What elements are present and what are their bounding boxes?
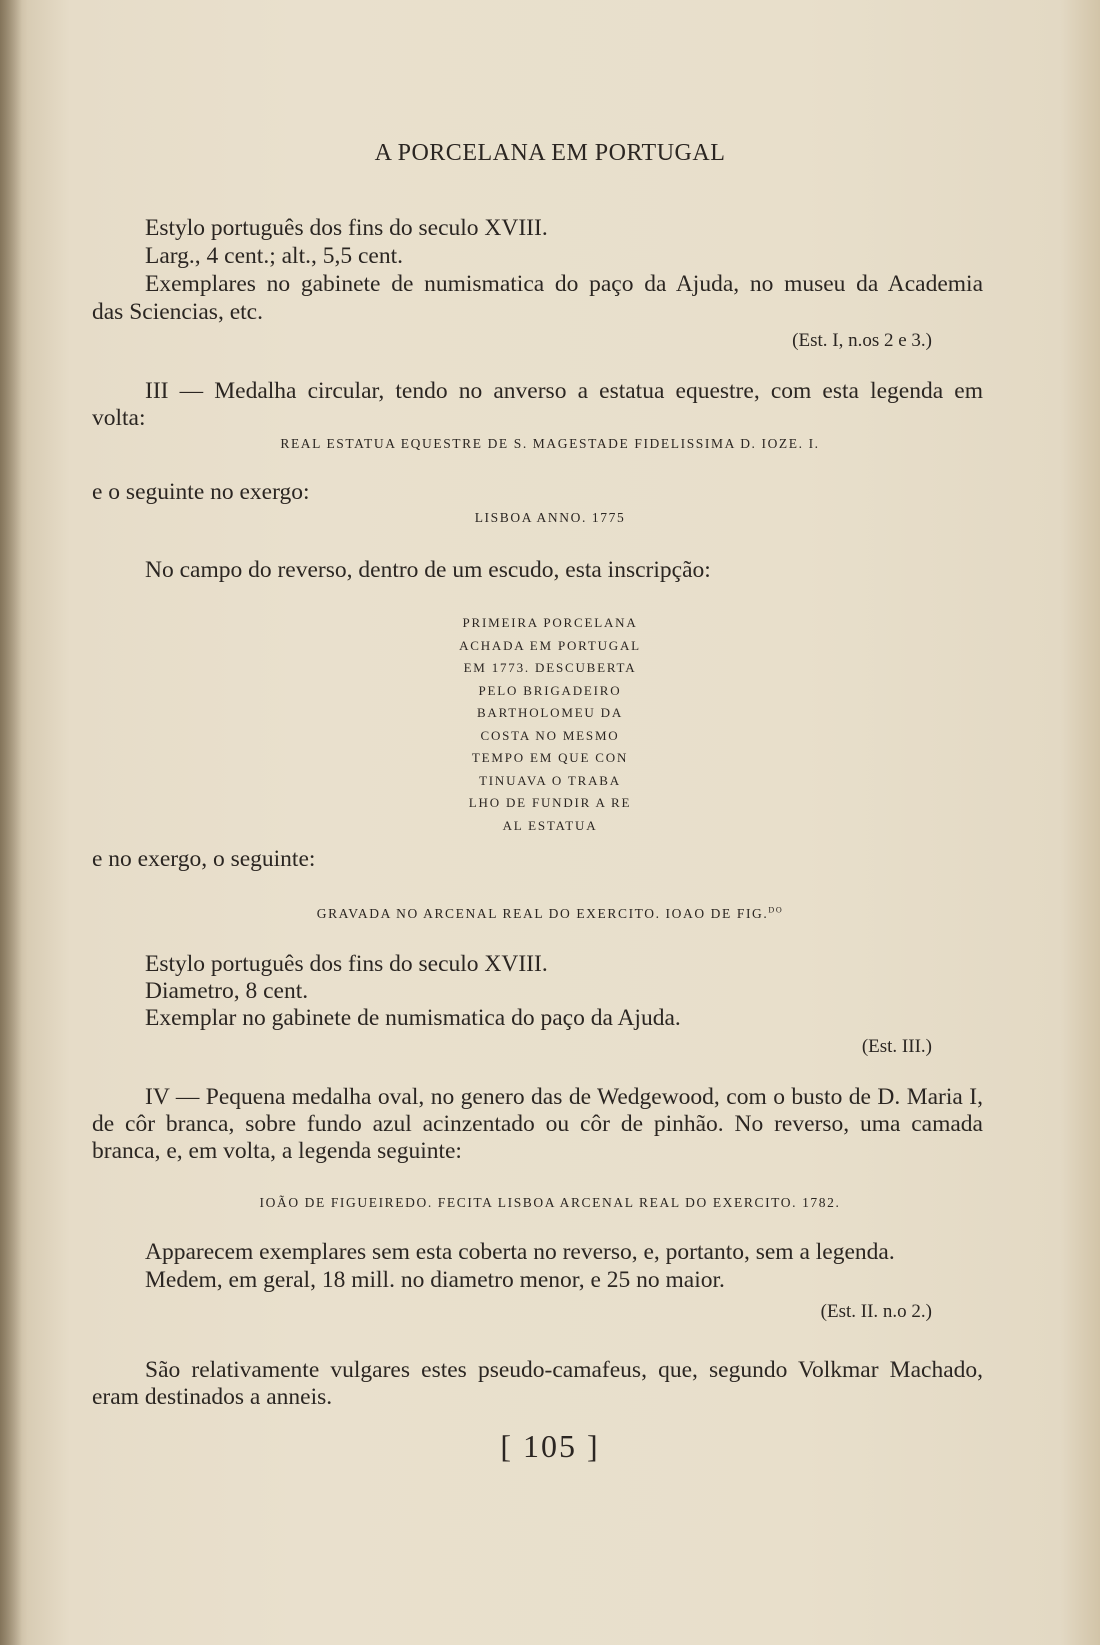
exergo-intro: e o seguinte no exergo: bbox=[92, 479, 310, 505]
exergo-text: LISBOA ANNO. 1775 bbox=[474, 510, 626, 525]
example-line: Exemplar no gabinete de numismatica do paço da Ajuda. bbox=[145, 1005, 681, 1031]
inscription-line: AL ESTATUA bbox=[502, 817, 598, 833]
size-line: Larg., 4 cent.; alt., 5,5 cent. bbox=[145, 243, 403, 269]
examples-line-1: Exemplares no gabinete de numismatica do paço da Ajuda, no museu da Academia bbox=[145, 271, 983, 297]
exergo2-main: GRAVADA NO ARCENAL REAL DO EXERCITO. IOAO DE FIG. bbox=[316, 906, 769, 921]
exergo2-text bbox=[0, 906, 1100, 922]
medal-three-intro-1: III — Medalha circular, tendo no anverso a estatua equestre, com esta legenda em bbox=[145, 378, 983, 404]
style-line: Estylo português dos fins do seculo XVIII. bbox=[145, 215, 548, 241]
medal-four-intro-2: de côr branca, sobre fundo azul acinzentado ou côr de pinhão. No reverso, uma camada bbox=[92, 1111, 983, 1137]
medal-four-intro-1: IV — Pequena medalha oval, no genero das de Wedgewood, com o busto de D. Maria I, bbox=[145, 1084, 983, 1110]
reverse-legend-four: IOÃO DE FIGUEIREDO. FECITA LISBOA ARCENAL REAL DO EXERCITO. 1782. bbox=[259, 1195, 841, 1210]
closing-line-1: São relativamente vulgares estes pseudo-camafeus, que, segundo Volkmar Machado, bbox=[145, 1357, 983, 1383]
inscription-line: BARTHOLOMEU DA bbox=[476, 705, 624, 720]
inscription-line: TINUAVA O TRABA bbox=[479, 772, 621, 788]
inscription-line: ACHADA EM PORTUGAL bbox=[459, 637, 641, 653]
inscription-line: PELO BRIGADEIRO bbox=[478, 682, 622, 698]
inscription-line: LHO DE FUNDIR A RE bbox=[468, 795, 632, 810]
exergo2-intro: e no exergo, o seguinte: bbox=[92, 846, 316, 872]
page-number: [ 105 ] bbox=[500, 1428, 600, 1464]
plate-reference-3: (Est. III.) bbox=[861, 1036, 932, 1057]
inscription-line: EM 1773. DESCUBERTA bbox=[463, 660, 637, 675]
plate-reference-4: (Est. II. n.o 2.) bbox=[820, 1301, 932, 1322]
diameter-line: Diametro, 8 cent. bbox=[145, 978, 309, 1004]
inscription-line: TEMPO EM QUE CON bbox=[471, 750, 629, 765]
medal-four-intro-3: branca, e, em volta, a legenda seguinte: bbox=[92, 1138, 462, 1164]
inscription-line: PRIMEIRA PORCELANA bbox=[462, 615, 638, 630]
running-header: A PORCELANA EM PORTUGAL bbox=[374, 140, 726, 166]
reverse-inscription bbox=[0, 612, 1100, 837]
plate-reference: (Est. I, n.os 2 e 3.) bbox=[792, 330, 932, 351]
measure-line: Medem, em geral, 18 mill. no diametro menor, e 25 no maior. bbox=[145, 1267, 725, 1293]
medal-three-intro-2: volta: bbox=[92, 405, 146, 431]
exergo2-superscript: DO bbox=[768, 905, 784, 915]
closing-line-2: eram destinados a anneis. bbox=[92, 1384, 333, 1410]
reverse-intro: No campo do reverso, dentro de um escudo, esta inscripção: bbox=[145, 557, 711, 583]
style-line-3: Estylo português dos fins do seculo XVIII. bbox=[145, 951, 548, 977]
inscription-line: COSTA NO MESMO bbox=[480, 727, 620, 743]
examples-line-2: das Sciencias, etc. bbox=[92, 299, 263, 325]
appear-line: Apparecem exemplares sem esta coberta no reverso, e, portanto, sem a legenda. bbox=[145, 1239, 895, 1265]
obverse-legend: REAL ESTATUA EQUESTRE DE S. MAGESTADE FIDELISSIMA D. IOZE. I. bbox=[280, 436, 820, 451]
